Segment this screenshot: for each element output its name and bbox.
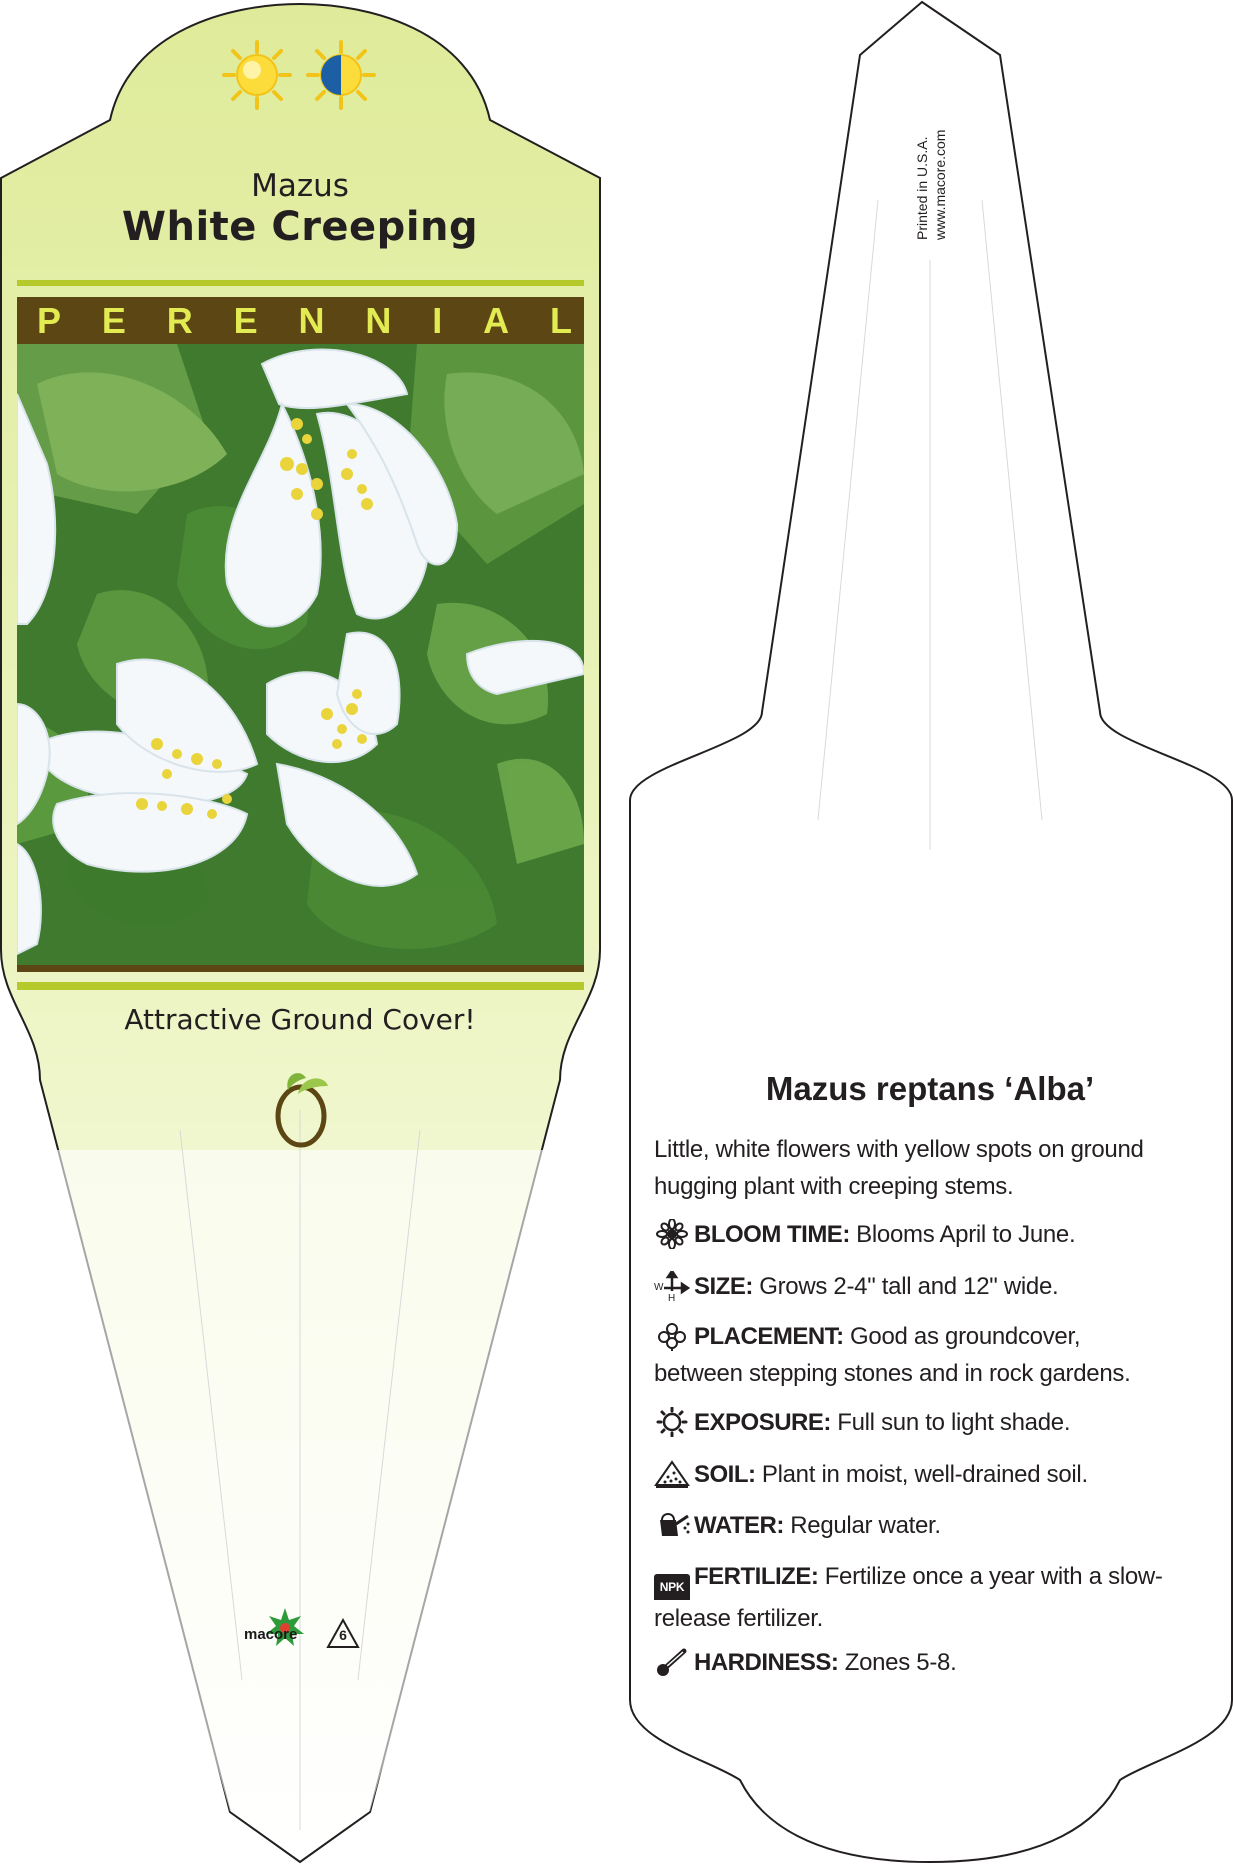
printed-in-text: Printed in U.S.A. — [914, 136, 930, 240]
variety-name: White Creeping — [121, 204, 479, 250]
npk-icon: NPK — [654, 1574, 690, 1600]
sun-outline-icon — [654, 1407, 690, 1437]
category-letter: N — [365, 299, 392, 341]
website-text: www.macore.com — [932, 129, 948, 240]
part-sun-icon — [306, 40, 376, 110]
svg-text:H: H — [668, 1293, 675, 1301]
care-hardiness — [654, 1644, 1174, 1681]
brand-name: macore — [244, 1626, 298, 1643]
plants-icon — [654, 1321, 690, 1351]
care-label: WATER: — [694, 1512, 784, 1539]
care-label: SIZE: — [694, 1273, 753, 1300]
care-text: Blooms April to June. — [849, 1221, 1076, 1248]
care-text: Zones 5-8. — [838, 1649, 957, 1676]
tagline: Attractive Ground Cover! — [124, 1003, 476, 1036]
botanical-name: Mazus reptans ‘Alba’ — [765, 1070, 1095, 1107]
common-name: Mazus — [251, 168, 349, 204]
printer-info — [900, 90, 960, 240]
category-band — [17, 297, 584, 344]
full-sun-icon — [222, 40, 292, 110]
care-bloom-time — [654, 1216, 1174, 1253]
care-exposure — [654, 1404, 1174, 1441]
category-letter: I — [432, 299, 443, 341]
care-text: Good as groundcover, between stepping stones and in rock gardens. — [654, 1323, 1131, 1387]
care-label: FERTILIZE: — [694, 1563, 819, 1590]
care-label: PLACEMENT: — [694, 1323, 844, 1350]
care-soil — [654, 1456, 1174, 1493]
care-label: BLOOM TIME: — [694, 1221, 850, 1248]
care-text: Plant in moist, well-drained soil. — [755, 1461, 1088, 1488]
plant-photo — [17, 344, 584, 965]
soil-icon — [654, 1459, 690, 1489]
watering-can-icon — [654, 1510, 690, 1540]
category-letter: R — [166, 299, 193, 341]
category-letter: A — [483, 299, 510, 341]
care-label: HARDINESS: — [694, 1649, 839, 1676]
care-label: EXPOSURE: — [694, 1409, 831, 1436]
recycle-badge — [326, 1617, 360, 1651]
flower-icon — [654, 1219, 690, 1249]
care-label: SOIL: — [694, 1461, 756, 1488]
seed-logo-icon — [266, 1068, 336, 1150]
care-placement — [654, 1318, 1174, 1392]
care-text: Regular water. — [783, 1512, 941, 1539]
plant-description: Little, white flowers with yellow spots on ground hugging plant with creeping stems. — [654, 1136, 1144, 1200]
size-icon — [654, 1271, 690, 1301]
care-text: Full sun to light shade. — [830, 1409, 1071, 1436]
care-size — [654, 1268, 1174, 1305]
care-text: Fertilize once a year with a slow-release fertilizer. — [654, 1563, 1163, 1632]
category-letter: N — [298, 299, 325, 341]
care-text: Grows 2-4" tall and 12" wide. — [752, 1273, 1059, 1300]
category-letter: E — [233, 299, 258, 341]
category-letter: L — [549, 299, 572, 341]
category-letter: P — [37, 299, 62, 341]
category-letter: E — [101, 299, 126, 341]
care-fertilize — [654, 1558, 1174, 1637]
thermometer-icon — [654, 1647, 690, 1677]
svg-text:W: W — [654, 1282, 664, 1293]
recycle-code: 6 — [339, 1627, 347, 1643]
care-water — [654, 1507, 1174, 1544]
